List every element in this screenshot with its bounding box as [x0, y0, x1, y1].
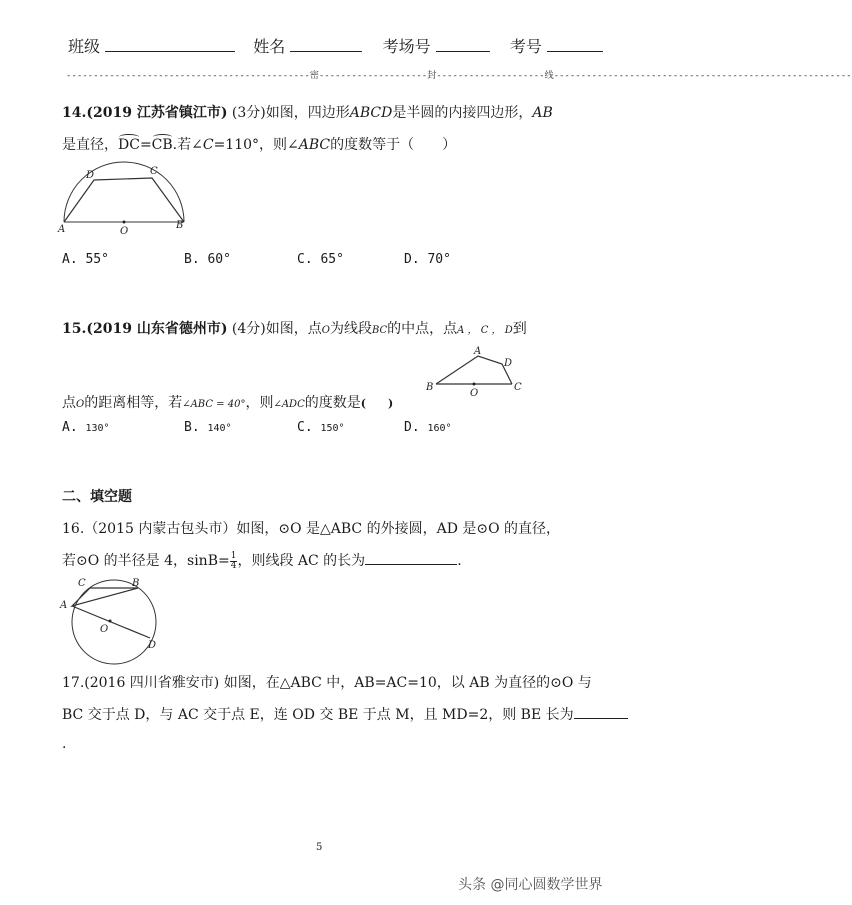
q15-text: ，则: [245, 395, 274, 411]
q15-text: 到: [512, 321, 527, 337]
q14-points: (3分): [231, 105, 266, 121]
q16-text: ，则线段 AC 的长为: [237, 553, 366, 569]
option-letter: A.: [62, 420, 78, 435]
q15-figure: [424, 344, 524, 400]
q14-option-b[interactable]: B. 60°: [184, 252, 231, 267]
q14-abc: ABC: [298, 137, 331, 153]
q14-text: 如图，四边形: [265, 105, 350, 121]
room-field[interactable]: [436, 37, 490, 52]
q14-line2: [62, 134, 456, 154]
q16-figure: [58, 574, 174, 668]
label-a: A: [58, 224, 66, 235]
option-value: 140°: [207, 423, 232, 434]
quadrilateral-badc: [436, 356, 512, 384]
q15-option-b[interactable]: [184, 420, 232, 435]
page-number: 5: [316, 842, 323, 853]
q14-option-d[interactable]: D. 70°: [404, 252, 451, 267]
watermark: 头条 @同心圆数学世界: [458, 877, 603, 893]
quadrilateral-abcd: [64, 178, 184, 222]
number-field[interactable]: [547, 37, 603, 52]
q14-text: 的度数等于（ ）: [330, 137, 457, 153]
label-a: A: [474, 346, 482, 357]
q16-line1: 16.（2015 内蒙古包头市）如图，⊙O 是△ABC 的外接圆，AD 是⊙O 的直径，: [62, 521, 561, 537]
q14-figure: [58, 162, 198, 240]
label-b: B: [132, 578, 140, 589]
q14-ab: AB: [532, 105, 553, 121]
q14-option-c[interactable]: C. 65°: [297, 252, 344, 267]
q14-line1: [62, 102, 553, 122]
label-d: D: [86, 170, 95, 181]
q14-text: 是半圆的内接四边形，: [392, 105, 533, 121]
section-title: 二、填空题: [62, 489, 132, 505]
q15-option-d[interactable]: [404, 420, 452, 435]
q16-answer-blank[interactable]: [365, 550, 457, 565]
q17-line1: 17.(2016 四川省雅安市) 如图，在△ABC 中，AB=AC=10，以 AB 为直径的⊙O 与: [62, 675, 592, 691]
q15-line2: [62, 392, 393, 412]
label-c: C: [150, 166, 158, 177]
label-c: C: [514, 382, 522, 393]
exam-header: [68, 34, 603, 57]
q14-number: 14.: [62, 105, 87, 121]
option-letter: B.: [184, 420, 200, 435]
label-c: C: [78, 578, 86, 589]
q15-text: 的中点，点: [387, 321, 458, 337]
q17-line2: [62, 704, 628, 724]
q14-text: 是直径，: [62, 137, 118, 153]
q15-text: 如图，点: [265, 321, 322, 337]
label-a: A: [60, 600, 68, 611]
q14-eq: =: [139, 137, 152, 153]
option-letter: D.: [404, 420, 420, 435]
seal-line: ---------------------------------------------密--------------------封--------------------线-------------------------------------------------------: [66, 71, 852, 81]
class-label: 班级: [68, 37, 101, 56]
q14-source: (2019 江苏省镇江市): [86, 105, 228, 121]
q15-text: 的度数是: [304, 395, 361, 411]
arc-cb: CB: [151, 137, 173, 153]
q16-text: 若⊙O 的半径是 4，sinB=: [62, 553, 230, 569]
midpoint-o: [473, 383, 476, 386]
room-label: 考场号: [382, 37, 431, 56]
fraction-numerator: 1: [230, 550, 237, 561]
q17-line3: .: [62, 736, 67, 752]
label-o: O: [120, 226, 129, 237]
q14-quad: ABCD: [349, 105, 393, 121]
q15-option-a[interactable]: [62, 420, 110, 435]
option-letter: C.: [297, 420, 313, 435]
name-field[interactable]: [290, 37, 362, 52]
q17-text: BC 交于点 D，与 AC 交于点 E，连 OD 交 BE 于点 M，且 MD=2，则 BE 长为: [62, 707, 574, 723]
q16-text: .: [457, 553, 462, 569]
q14-c: C: [202, 137, 214, 153]
q15-number: 15.: [62, 321, 87, 337]
q15-points: (4分): [231, 321, 266, 337]
q15-text: 的距离相等，若: [84, 395, 183, 411]
q17-answer-blank[interactable]: [574, 704, 628, 719]
label-b: B: [176, 220, 184, 231]
q15-option-c[interactable]: [297, 420, 345, 435]
q15-source: (2019 山东省德州市): [86, 321, 228, 337]
q14-text: =110°，则∠: [213, 137, 299, 153]
q16-line2: [62, 550, 462, 571]
q15-text: 为线段: [329, 321, 372, 337]
center-o: [109, 620, 112, 623]
label-b: B: [426, 382, 434, 393]
option-value: 160°: [427, 423, 452, 434]
fraction-denominator: 4: [230, 560, 237, 571]
q15-angle-adc: ∠ADC: [273, 399, 305, 410]
name-label: 姓名: [253, 37, 286, 56]
q15-o: O: [76, 399, 85, 410]
q15-angle-abc: ∠ABC = 40°: [182, 399, 246, 410]
q15-line1: [62, 318, 527, 338]
label-o: O: [100, 624, 109, 635]
class-field[interactable]: [105, 37, 235, 52]
label-o: O: [470, 388, 479, 399]
q15-o: O: [321, 325, 330, 336]
triangle-abc: [72, 588, 138, 606]
arc-dc: DC: [118, 137, 140, 153]
q15-bc: BC: [371, 325, 388, 336]
semicircle-arc: [64, 162, 184, 222]
number-label: 考号: [509, 37, 542, 56]
option-value: 150°: [320, 423, 345, 434]
q15-points-acd: A ， C ， D: [457, 325, 513, 336]
q15-answer-paren[interactable]: ( ): [360, 397, 394, 410]
center-point: [123, 221, 126, 224]
option-value: 130°: [85, 423, 110, 434]
q14-option-a[interactable]: A. 55°: [62, 252, 109, 267]
label-d: D: [148, 640, 157, 651]
q14-text: .若∠: [172, 137, 203, 153]
q15-text: 点: [62, 395, 76, 411]
label-d: D: [504, 358, 513, 369]
